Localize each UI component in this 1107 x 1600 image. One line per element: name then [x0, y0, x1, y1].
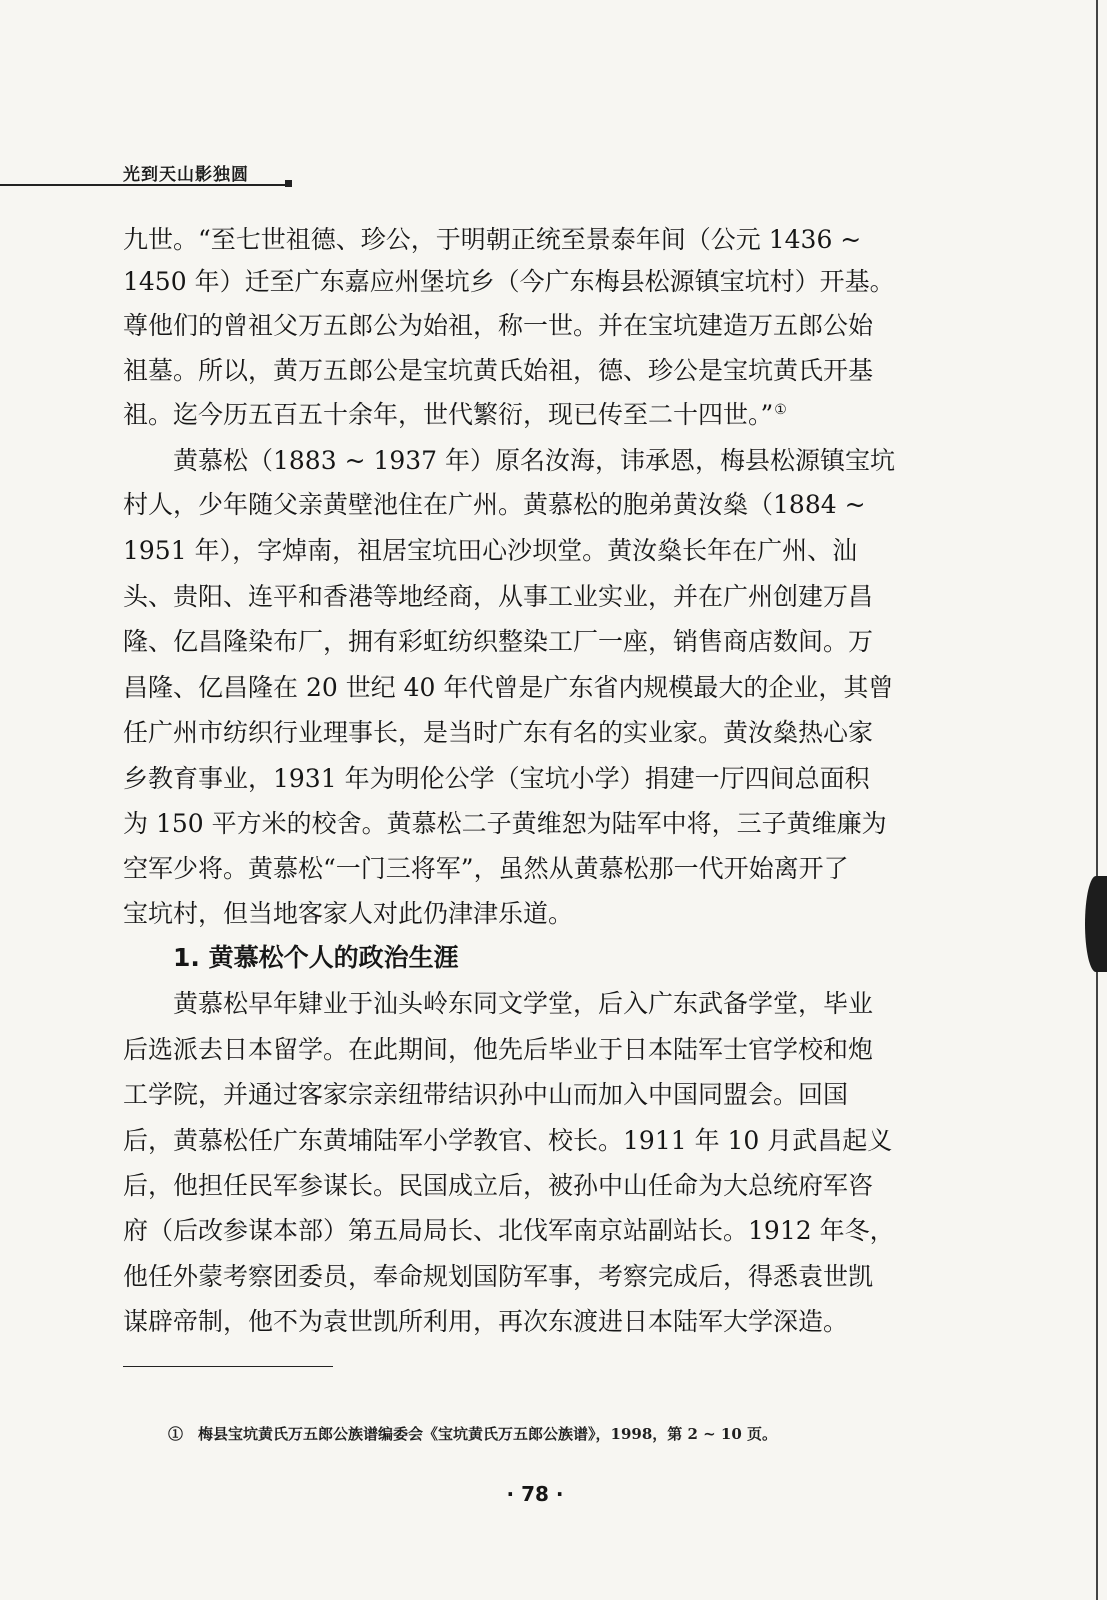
body-line: 后，黄慕松任广东黄埔陆军小学教官、校长。1911 年 10 月武昌起义 — [123, 1126, 893, 1155]
scan-edge-blot — [1085, 876, 1107, 972]
header-rule-end-mark — [285, 180, 292, 187]
body-line: 昌隆、亿昌隆在 20 世纪 40 年代曾是广东省内规模最大的企业，其曾 — [123, 673, 894, 702]
body-line: 府（后改参谋本部）第五局局长、北伐军南京站副站长。1912 年冬， — [123, 1216, 895, 1245]
section-heading: 1. 黄慕松个人的政治生涯 — [123, 943, 459, 972]
body-line: 头、贵阳、连平和香港等地经商，从事工业实业，并在广州创建万昌 — [123, 582, 874, 611]
body-line: 村人，少年随父亲黄壁池住在广州。黄慕松的胞弟黄汝燊（1884 ~ — [123, 490, 866, 519]
body-line: 1450 年）迁至广东嘉应州堡坑乡（今广东梅县松源镇宝坑村）开基。 — [123, 267, 895, 296]
body-line: 乡教育事业，1931 年为明伦公学（宝坑小学）捐建一厅四间总面积 — [123, 764, 870, 793]
body-line: 谋辟帝制，他不为袁世凯所利用，再次东渡进日本陆军大学深造。 — [123, 1307, 849, 1336]
body-line: 后选派去日本留学。在此期间，他先后毕业于日本陆军士官学校和炮 — [123, 1035, 874, 1064]
header-rule — [0, 184, 288, 186]
body-line: 宝坑村，但当地客家人对此仍津津乐道。 — [123, 899, 574, 928]
scan-edge-line — [1096, 0, 1098, 1600]
body-line: 隆、亿昌隆染布厂，拥有彩虹纺织整染工厂一座，销售商店数间。万 — [123, 627, 874, 656]
body-line: 空军少将。黄慕松“一门三将军”，虽然从黄慕松那一代开始离开了 — [123, 854, 849, 883]
running-head: 光到天山影独圆 — [123, 165, 249, 185]
body-line: 1951 年），字焯南，祖居宝坑田心沙坝堂。黄汝燊长年在广州、汕 — [123, 536, 858, 565]
body-line: 工学院，并通过客家宗亲纽带结识孙中山而加入中国同盟会。回国 — [123, 1080, 849, 1109]
body-line: 为 150 平方米的校舍。黄慕松二子黄维恕为陆军中将，三子黄维廉为 — [123, 809, 887, 838]
body-line: 祖墓。所以，黄万五郎公是宝坑黄氏始祖，德、珍公是宝坑黄氏开基 — [123, 356, 874, 385]
footnote: ① 梅县宝坑黄氏万五郎公族谱编委会《宝坑黄氏万五郎公族谱》，1998，第 2 ~ 10 页。 — [168, 1425, 778, 1443]
body-line: 九世。“至七世祖德、珍公，于明朝正统至景泰年间（公元 1436 ~ — [123, 225, 862, 254]
body-line: 后，他担任民军参谋长。民国成立后，被孙中山任命为大总统府军咨 — [123, 1171, 874, 1200]
body-line — [123, 402, 787, 432]
body-line: 尊他们的曾祖父万五郎公为始祖，称一世。并在宝坑建造万五郎公始 — [123, 311, 874, 340]
body-line: 黄慕松早年肄业于汕头岭东同文学堂，后入广东武备学堂，毕业 — [123, 989, 874, 1018]
page-number: · 78 · — [506, 1482, 564, 1506]
body-line: 他任外蒙考察团委员，奉命规划国防军事，考察完成后，得悉袁世凯 — [123, 1262, 874, 1291]
footnote-rule — [123, 1366, 333, 1367]
footnote-reference: ① — [774, 402, 787, 418]
body-line: 黄慕松（1883 ~ 1937 年）原名汝海，讳承恩，梅县松源镇宝坑 — [123, 446, 896, 475]
body-line: 任广州市纺织行业理事长，是当时广东有名的实业家。黄汝燊热心家 — [123, 718, 874, 747]
body-line-text: 祖。迄今历五百五十余年，世代繁衍，现已传至二十四世。” — [123, 400, 774, 429]
